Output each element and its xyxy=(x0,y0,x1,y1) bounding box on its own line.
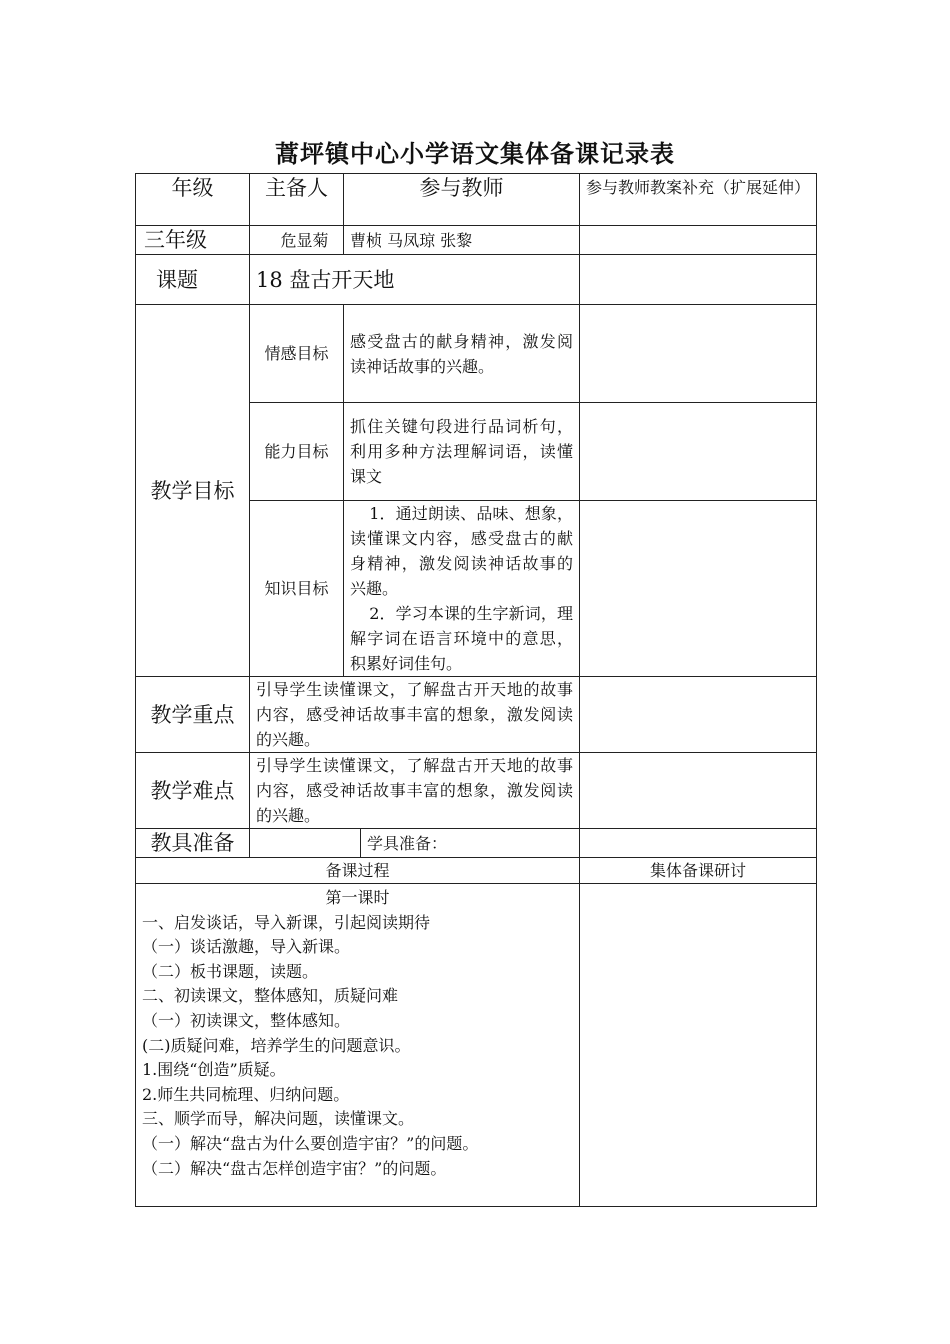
goal-knowledge-text xyxy=(344,501,580,677)
info-row xyxy=(136,226,817,255)
process-line: 2.师生共同梳理、归纳问题。 xyxy=(142,1084,350,1104)
process-line: 一、启发谈话，导入新课，引起阅读期待 xyxy=(142,912,431,932)
process-body-row xyxy=(136,884,817,1207)
process-line: （二）板书课题，读题。 xyxy=(142,961,319,981)
goal-knowledge-p1: 1．通过朗读、品味、想象，读懂课文内容，感受盘古的献身精神，激发阅读神话故事的兴趣。 xyxy=(350,504,573,598)
process-line: 二、初读课文，整体感知，质疑问难 xyxy=(142,986,399,1006)
topic-label: 课题 xyxy=(136,255,250,305)
header-teachers: 参与教师 xyxy=(344,174,580,226)
student-tools-label: 学具准备： xyxy=(361,829,580,858)
process-header: 备课过程 xyxy=(136,858,580,884)
goal-knowledge-supplement xyxy=(580,501,817,677)
research-header: 集体备课研讨 xyxy=(580,858,817,884)
difficulty-text: 引导学生读懂课文，了解盘古开天地的故事内容，感受神话故事丰富的想象，激发阅读的兴趣。 xyxy=(250,753,580,829)
tools-supplement xyxy=(580,829,817,858)
process-line: （一）初读课文，整体感知。 xyxy=(142,1010,351,1030)
process-header-row xyxy=(136,858,817,884)
key-supplement xyxy=(580,677,817,753)
process-content xyxy=(136,884,580,1207)
key-text: 引导学生读懂课文，了解盘古开天地的故事内容，感受神话故事丰富的想象，激发阅读的兴趣。 xyxy=(250,677,580,753)
header-lead: 主备人 xyxy=(250,174,344,226)
info-supplement xyxy=(580,226,817,255)
page-title: 蒿坪镇中心小学语文集体备课记录表 xyxy=(275,139,675,168)
process-line: （二）解决“盘古怎样创造宇宙？”的问题。 xyxy=(142,1158,447,1178)
topic-supplement xyxy=(580,255,817,305)
difficulty-row xyxy=(136,753,817,829)
goal-knowledge-p2: 2．学习本课的生字新词，理解字词在语言环境中的意思，积累好词佳句。 xyxy=(350,604,573,673)
goal-emotion-label: 情感目标 xyxy=(250,305,344,403)
key-label: 教学重点 xyxy=(136,677,250,753)
goal-ability-label: 能力目标 xyxy=(250,403,344,501)
research-content xyxy=(580,884,817,1207)
process-line: （一）谈话激趣，导入新课。 xyxy=(142,937,351,957)
tools-value xyxy=(250,829,361,858)
process-line: 三、顺学而导，解决问题，读懂课文。 xyxy=(142,1109,415,1129)
goal-ability-text: 抓住关键句段进行品词析句，利用多种方法理解词语，读懂课文 xyxy=(344,403,580,501)
goal-emotion-row xyxy=(136,305,817,403)
process-line: (二)质疑问难，培养学生的问题意识。 xyxy=(142,1035,411,1055)
goal-emotion-text: 感受盘古的献身精神，激发阅读神话故事的兴趣。 xyxy=(344,305,580,403)
key-row xyxy=(136,677,817,753)
lesson-record-table xyxy=(135,173,817,1207)
process-line: （一）解决“盘古为什么要创造宇宙？”的问题。 xyxy=(142,1133,479,1153)
goal-emotion-supplement xyxy=(580,305,817,403)
header-row xyxy=(136,174,817,226)
goals-label: 教学目标 xyxy=(136,305,250,677)
topic-value: 18 盘古开天地 xyxy=(250,255,580,305)
topic-row xyxy=(136,255,817,305)
tools-label: 教具准备 xyxy=(136,829,250,858)
header-supplement: 参与教师教案补充（扩展延伸） xyxy=(580,174,817,226)
header-grade: 年级 xyxy=(136,174,250,226)
info-teachers: 曹桢 马凤琼 张黎 xyxy=(344,226,580,255)
info-grade: 三年级 xyxy=(136,226,250,255)
info-lead: 危显菊 xyxy=(250,226,344,255)
tools-row xyxy=(136,829,817,858)
goal-ability-supplement xyxy=(580,403,817,501)
difficulty-supplement xyxy=(580,753,817,829)
difficulty-label: 教学难点 xyxy=(136,753,250,829)
lesson-title: 第一课时 xyxy=(325,888,390,907)
process-line: 1.围绕“创造”质疑。 xyxy=(142,1060,286,1080)
goal-knowledge-label: 知识目标 xyxy=(250,501,344,677)
